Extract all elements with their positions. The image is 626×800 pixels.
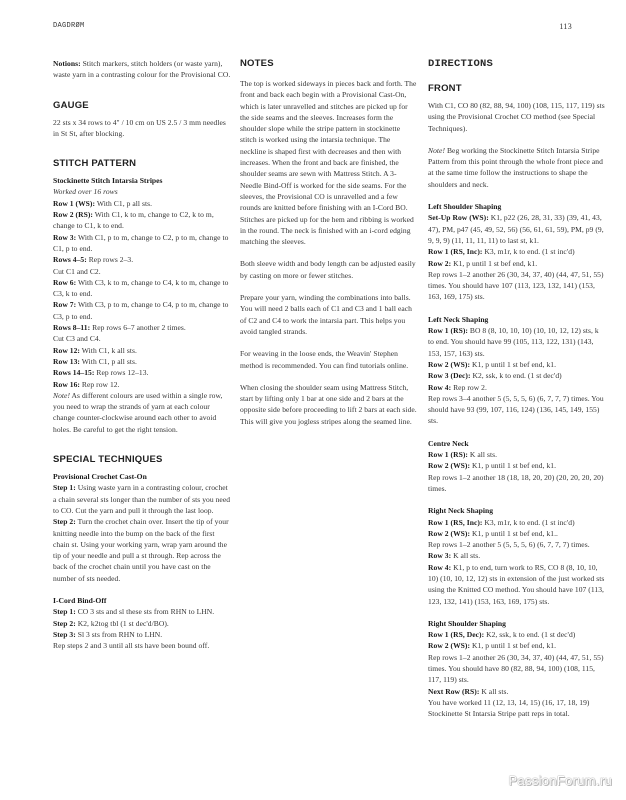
direction-line: Rep rows 1–2 another 26 (30, 34, 37, 40) (44, 47, 51, 55) times. You should have 107 (113, 123, 132, 141) (153, 163, 169, 175) sts. bbox=[428, 269, 604, 302]
stitch-pattern-heading: STITCH PATTERN bbox=[53, 158, 137, 170]
pattern-row: Rows 14–15: Rep rows 12–13. bbox=[53, 368, 149, 378]
direction-line: Row 2 (WS): K1, p until 1 st bef end, k1.. bbox=[428, 528, 558, 538]
direction-block-title: Left Neck Shaping bbox=[428, 314, 489, 324]
provisional-co-steps bbox=[53, 482, 231, 584]
pattern-row: Rows 4–5: Rep rows 2–3. bbox=[53, 255, 134, 265]
direction-line: Next Row (RS): K all sts. bbox=[428, 686, 509, 696]
pattern-row: Row 1 (WS): With C1, p all sts. bbox=[53, 198, 153, 208]
stitch-pattern-subheading: Stockinette Stitch Intarsia Stripes bbox=[53, 176, 163, 186]
direction-line: Row 1 (RS, Dec): K2, ssk, k to end. (1 st dec'd) bbox=[428, 630, 576, 640]
direction-line: Row 4: K1, p to end, turn work to RS, CO 8 (8, 10, 10, 10) (10, 10, 12, 12) sts in extension of the just worked sts using the Knitted CO method. You should have 107 (113, 123, 132, 141) (153, 163, 169, 175) sts. bbox=[428, 562, 605, 606]
technique-step: Step 3: Sl 3 sts from RHN to LHN. bbox=[53, 629, 163, 639]
notes-paragraph: Prepare your yarn, winding the combinations into balls. You will need 2 balls each of C1 and C3 and 1 ball each of C2 and C4 to work the intarsia part. This helps you avoid tangled strands. bbox=[240, 293, 412, 336]
direction-line: Row 1 (RS): K all sts. bbox=[428, 450, 498, 460]
notes-paragraph: Both sleeve width and body length can be adjusted easily by casting on more or fewer stitches. bbox=[240, 259, 416, 280]
direction-line: Row 1 (RS, Inc): K3, m1r, k to end. (1 st inc'd) bbox=[428, 517, 575, 527]
front-intro: With C1, CO 80 (82, 88, 94, 100) (108, 115, 117, 119) sts using the Provisional Crochet CO method (see Special Techniques). bbox=[428, 101, 605, 133]
notes-heading: NOTES bbox=[240, 58, 274, 69]
direction-block-title: Centre Neck bbox=[428, 438, 469, 448]
gauge-text: 22 sts x 34 rows to 4" / 10 cm on US 2.5 / 3 mm needles in St St, after blocking. bbox=[53, 117, 226, 138]
pattern-row: Row 2 (RS): With C1, k to m, change to C2, k to m, change to C1, k to end. bbox=[53, 210, 214, 231]
direction-line: Row 2 (WS): K1, p until 1 st bef end, k1. bbox=[428, 461, 557, 471]
pattern-row: Row 12: With C1, k all sts. bbox=[53, 345, 137, 355]
stitch-pattern-rows bbox=[53, 198, 231, 390]
technique-step: Step 1: CO 3 sts and sl these sts from RHN to LHN. bbox=[53, 607, 215, 617]
icord-closing: Rep steps 2 and 3 until all sts have been bound off. bbox=[53, 641, 210, 651]
pattern-row: Row 6: With C3, k to m, change to C4, k to m, change to C3, k to end. bbox=[53, 277, 229, 299]
direction-block-title: Left Shoulder Shaping bbox=[428, 202, 502, 212]
worked-over: Worked over 16 rows bbox=[53, 187, 118, 197]
direction-line: Row 4: Rep row 2. bbox=[428, 382, 487, 392]
page-number: 113 bbox=[559, 22, 572, 31]
left-column bbox=[53, 58, 231, 651]
stitch-pattern-note: Note! As different colours are used within a single row, you need to wrap the strands of yarn at each colour change counter-clockwise around each other to avoid holes. Be careful to get the right tension. bbox=[53, 390, 223, 434]
pattern-row: Cut C1 and C2. bbox=[53, 266, 101, 276]
running-title: DAGDRØM bbox=[53, 22, 85, 30]
notes-paragraph: The top is worked sideways in pieces back and forth. The front and back each begin with a Provisional Cast-On, which is later unravelled and stitches are picked up for the side seams and the sleeves. Increases form the shoulder slope while the stripe pattern in stockinette stitch is worked using the intarsia technique. The neckline is shaped first with decreases and then with increases. When the front and back are finished, the shoulder seams are sewn with Mattress Stitch. A 3-Needle Bind-Off is worked for the side seams. For the sleeves, the Provisional CO is unravelled and a few rounds are knitted before finishing with an I-Cord BO. Stitches are picked up for the hem and ribbing is worked in the round. The neck is finished with an i-cord edging matching the sleeves. bbox=[240, 79, 417, 247]
middle-column bbox=[240, 58, 418, 427]
direction-line: Row 3 (Dec): K2, ssk, k to end. (1 st dec'd) bbox=[428, 371, 562, 381]
direction-line: Row 2: K1, p until 1 st bef end, k1. bbox=[428, 258, 538, 268]
technique-step: Step 2: K2, k2tog tbl (1 st dec'd/BO). bbox=[53, 618, 169, 628]
notes-paragraph: For weaving in the loose ends, the Weavin' Stephen method is recommended. You can find tutorials online. bbox=[240, 349, 409, 370]
direction-line: Row 1 (RS, Inc): K3, m1r, k to end. (1 st inc'd) bbox=[428, 247, 575, 257]
special-techniques-heading: SPECIAL TECHNIQUES bbox=[53, 454, 163, 466]
right-column bbox=[428, 58, 606, 720]
direction-line: Rep rows 1–2 another 18 (18, 18, 20, 20) (20, 20, 20, 20) times. bbox=[428, 472, 604, 493]
direction-block-title: Right Neck Shaping bbox=[428, 506, 493, 516]
pattern-row: Rows 8–11: Rep rows 6–7 another 2 times. bbox=[53, 323, 186, 333]
directions-heading: DIRECTIONS bbox=[428, 58, 494, 70]
direction-line: Rep rows 1–2 another 5 (5, 5, 5, 6) (6, 7, 7, 7) times. bbox=[428, 540, 590, 550]
direction-line: Rep rows 3–4 another 5 (5, 5, 5, 6) (6, 7, 7, 7) times. You should have 93 (99, 107, 116, 124) (136, 145, 149, 155) sts. bbox=[428, 393, 604, 426]
direction-line: Set-Up Row (WS): K1, p22 (26, 28, 31, 33) (39, 41, 43, 47), PM, p47 (45, 49, 52, 56) (56, 61, 61, 59), PM, p9 (9, 9, 9, 9) (11, 11, 11, 11) to last st, k1. bbox=[428, 213, 604, 245]
notes-paragraphs bbox=[240, 78, 418, 427]
watermark: PassionForum.ru bbox=[508, 773, 612, 788]
technique-step: Step 2: Turn the crochet chain over. Insert the tip of your knitting needle into the bump on the back of the first chain st. Using your working yarn, wrap yarn around the tip of your needle and pull a st through. Rep across the back of the crochet chain until you have cast on the number of sts needed. bbox=[53, 517, 229, 583]
provisional-co-title: Provisional Crochet Cast-On bbox=[53, 472, 147, 482]
direction-blocks bbox=[428, 190, 606, 719]
pattern-row: Row 3: With C1, p to m, change to C2, p to m, change to C1, p to end. bbox=[53, 232, 229, 253]
notes-paragraph: When closing the shoulder seam using Mattress Stitch, start by lifting only 1 bar at one side and 2 bars at the opposite side before proceeding to lift 2 bars at each side. This will give you jogless stripes along the seamed line. bbox=[240, 382, 417, 426]
gauge-heading: GAUGE bbox=[53, 99, 89, 111]
direction-line: Rep rows 1–2 another 26 (30, 34, 37, 40) (44, 47, 51, 55) times. You should have 80 (82, 88, 94, 100) (108, 115, 117, 119) sts. bbox=[428, 652, 604, 685]
direction-line: Row 3: K all sts. bbox=[428, 551, 481, 561]
icord-bo-title: I-Cord Bind-Off bbox=[53, 595, 107, 605]
direction-line: Row 2 (WS): K1, p until 1 st bef end, k1. bbox=[428, 359, 557, 369]
technique-step: Step 1: Using waste yarn in a contrasting colour, crochet a chain several sts longer than the number of sts you need to CO. Cut the yarn and pull it through the last loop. bbox=[53, 483, 231, 515]
pattern-row: Row 7: With C3, p to m, change to C4, p to m, change to C3, p to end. bbox=[53, 300, 229, 321]
pattern-row: Row 13: With C1, p all sts. bbox=[53, 356, 137, 366]
direction-line: You have worked 11 (12, 13, 14, 15) (16, 17, 18, 19) Stockinette St Intarsia Stripe patt reps in total. bbox=[428, 697, 590, 719]
notions-paragraph: Notions: Stitch markers, stitch holders (or waste yarn), waste yarn in a contrasting colour for the Provisional CO. bbox=[53, 59, 231, 80]
pattern-row: Row 16: Rep row 12. bbox=[53, 379, 120, 389]
direction-line: Row 1 (RS): BO 8 (8, 10, 10, 10) (10, 10, 12, 12) sts, k to end. You should have 99 (105, 113, 122, 131) (143, 153, 157, 163) sts. bbox=[428, 326, 599, 358]
front-note: Note! Beg working the Stockinette Stitch Intarsia Stripe Pattern from this point through the whole front piece and at the same time follow the instructions to shape the shoulders and neck. bbox=[428, 145, 603, 189]
front-heading: FRONT bbox=[428, 83, 462, 94]
pattern-row: Cut C3 and C4. bbox=[53, 334, 101, 344]
icord-bo-steps bbox=[53, 606, 231, 640]
direction-block-title: Right Shoulder Shaping bbox=[428, 618, 506, 628]
direction-line: Row 2 (WS): K1, p until 1 st bef end, k1. bbox=[428, 641, 557, 651]
